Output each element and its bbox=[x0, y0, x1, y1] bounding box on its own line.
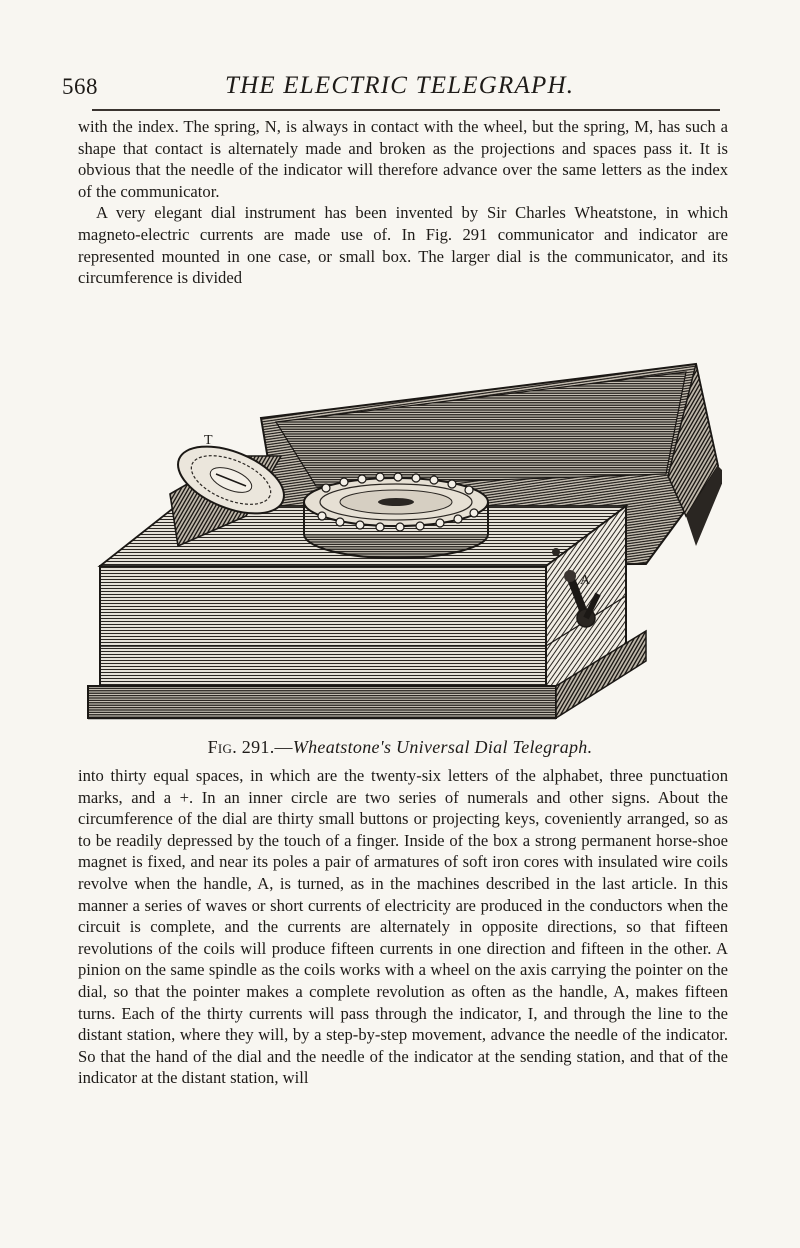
figure-291-illustration bbox=[86, 356, 722, 738]
header-rule bbox=[92, 109, 720, 111]
paragraph-continued: with the index. The spring, N, is always in contact with the wheel, but the spring, M, has such a shape that contact is alternately made and broken as the projections and spaces pass it. It is obvious that the needle of the indicator will therefore advance over the same letters as the index of the communicator. bbox=[78, 117, 728, 201]
paragraph-wheatstone-intro: A very elegant dial instrument has been invented by Sir Charles Wheatstone, in which magneto-electric currents are made use of. In Fig. 291 communicator and indicator are represented mounted in one case, or small box. The larger dial is the communicator, and its circumference is divided bbox=[78, 203, 728, 288]
caption-figure-number: Fig. 291. bbox=[207, 737, 275, 757]
figure-label-a: A bbox=[580, 573, 591, 588]
caption-title: Wheatstone's Universal Dial Telegraph. bbox=[292, 737, 593, 757]
page-number: 568 bbox=[62, 74, 98, 99]
communicator-dial bbox=[304, 473, 488, 558]
paragraph-dial-description: into thirty equal spaces, in which are the twenty-six letters of the alphabet, three punctuation marks, and a +. In an inner circle are two series of numerals and other signs. About the circumference of the dial are thirty small buttons or projecting keys, coveniently arranged, so as to be readily depressed by the touch of a finger. Inside of the box a strong permanent horse-shoe magnet is fixed, and near its poles a pair of armatures of soft iron cores with insulated wire coils revolve when the handle, A, is turned, as in the machines described in the last article. In this manner a series of waves or short currents of electricity are produced in the conductors when the circuit is complete, and the currents are alternately in opposite directions, so that fifteen revolutions of the coils will produce fifteen currents in one direction and fifteen in the other. A pinion on the same spindle as the coils works with a wheel on the axis carrying the pointer on the dial, so that the pointer makes a complete revolution as often as the handle, A, makes fifteen turns. Each of the thirty currents will pass through the indicator, I, and through the line to the distant station, where they will, by a step-by-step movement, advance the needle of the indicator. So that the hand of the dial and the needle of the indicator at the sending station, and that of the indicator at the distant station, will bbox=[78, 766, 728, 1088]
figure-caption bbox=[0, 737, 800, 758]
dial-telegraph-engraving bbox=[86, 356, 722, 738]
top-text-block bbox=[78, 116, 728, 289]
bottom-text-block bbox=[78, 765, 728, 1089]
running-title: THE ELECTRIC TELEGRAPH. bbox=[225, 72, 575, 99]
figure-label-t: T bbox=[204, 433, 213, 448]
caption-dash: — bbox=[274, 737, 293, 757]
